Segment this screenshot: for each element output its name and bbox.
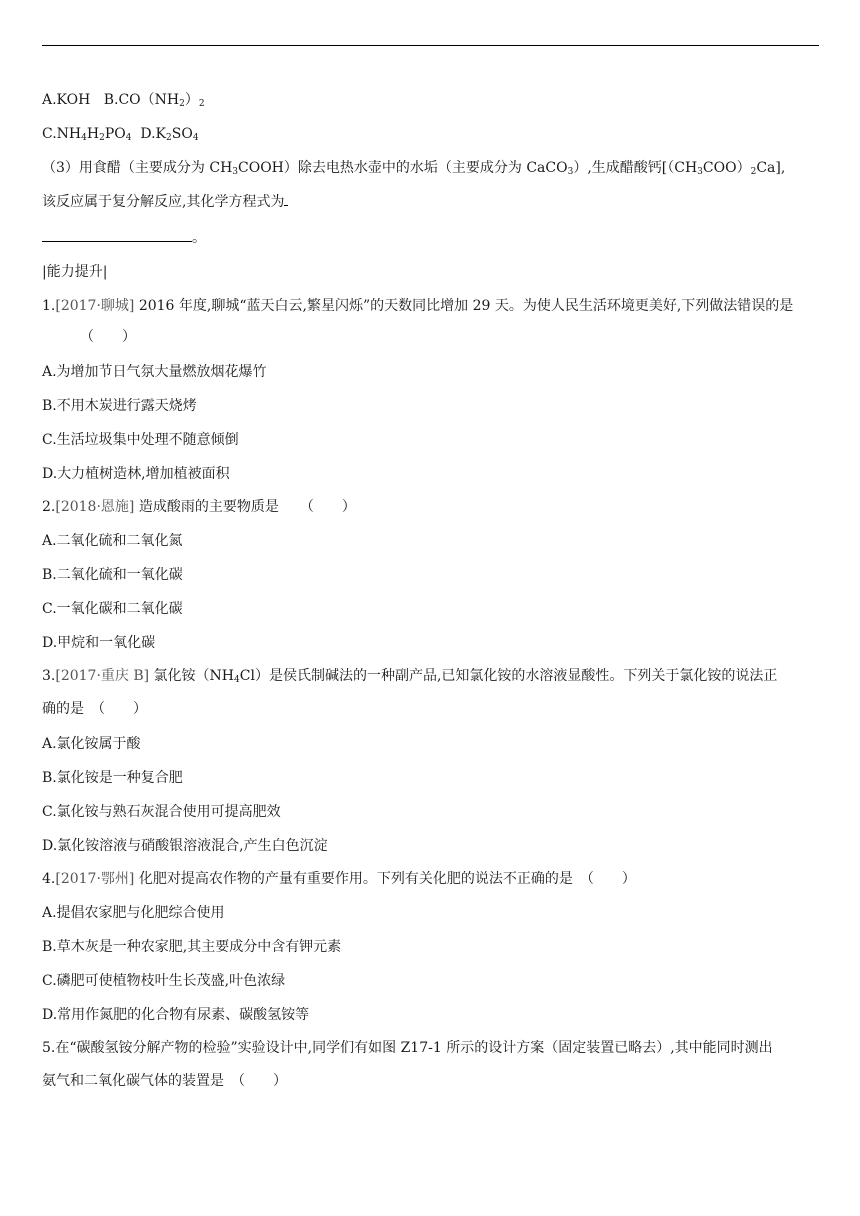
answer-blank[interactable]	[42, 229, 192, 242]
question-4-stem: 4.[2017·鄂州] 化肥对提高农作物的产量有重要作用。下列有关化肥的说法不正确的是 （ ）	[42, 871, 636, 887]
question-1-stem: 1.[2017·聊城] 2016 年度,聊城“蓝天白云,繁星闪烁”的天数同比增加 29 天。为使人民生活环境更美好,下列做法错误的是	[42, 298, 794, 314]
q3-option-c: C.氯化铵与熟石灰混合使用可提高肥效	[42, 804, 281, 820]
part3-line3: 。	[42, 228, 206, 248]
q2-option-a: A.二氧化硫和二氧化氮	[42, 533, 183, 549]
part3-line1: （3）用食醋（主要成分为 $CH_3COOH$）除去电热水壶中的水垢（主要成分为 CaCO$_3$）,生成醋酸钙$[(CH_3COO)_2Ca]$,	[42, 160, 786, 177]
question-1-blank: （ ）	[80, 329, 136, 345]
question-3-stem-cont: 确的是 （ ）	[42, 701, 147, 717]
question-5-stem-cont: 氨气和二氧化碳气体的装置是 （ ）	[42, 1073, 287, 1089]
q1-option-b: B.不用木炭进行露天烧烤	[42, 398, 197, 414]
q4-option-a: A.提倡农家肥与化肥综合使用	[42, 905, 225, 921]
options-ab: A.KOH $B.CO(NH_2)_2$	[42, 92, 205, 109]
q1-option-a: A.为增加节日气氛大量燃放烟花爆竹	[42, 364, 267, 380]
header-rule	[42, 45, 819, 46]
answer-blank-start[interactable]	[284, 193, 288, 206]
q3-option-a: A.氯化铵属于酸	[42, 736, 141, 752]
question-3-stem: 3.[2017·重庆 B] 氯化铵$(NH_4Cl)$是侯氏制碱法的一种副产品,已知氯化铵的水溶液显酸性。下列关于氯化铵的说法正	[42, 668, 778, 685]
q4-option-d: D.常用作氮肥的化合物有尿素、碳酸氢铵等	[42, 1007, 310, 1023]
section-title: |能力提升|	[42, 264, 108, 280]
question-2-stem: 2.[2018·恩施] 造成酸雨的主要物质是 （ ）	[42, 499, 356, 515]
q3-option-d: D.氯化铵溶液与硝酸银溶液混合,产生白色沉淀	[42, 838, 328, 854]
q1-option-c: C.生活垃圾集中处理不随意倾倒	[42, 432, 239, 448]
part3-line2: 该反应属于复分解反应,其化学方程式为	[42, 192, 288, 212]
q1-option-d: D.大力植树造林,增加植被面积	[42, 466, 230, 482]
q2-option-b: B.二氧化硫和一氧化碳	[42, 567, 183, 583]
question-5-stem: 5.在“碳酸氢铵分解产物的检验”实验设计中,同学们有如图 Z17-1 所示的设计方案（固定装置已略去）,其中能同时测出	[42, 1040, 773, 1056]
options-cd: $C.NH_4H_2PO_4$ $D.K_2SO_4$	[42, 126, 199, 143]
q2-option-d: D.甲烷和一氧化碳	[42, 635, 156, 651]
q2-option-c: C.一氧化碳和二氧化碳	[42, 601, 183, 617]
q3-option-b: B.氯化铵是一种复合肥	[42, 770, 183, 786]
q4-option-b: B.草木灰是一种农家肥,其主要成分中含有钾元素	[42, 939, 342, 955]
q4-option-c: C.磷肥可使植物枝叶生长茂盛,叶色浓绿	[42, 973, 286, 989]
